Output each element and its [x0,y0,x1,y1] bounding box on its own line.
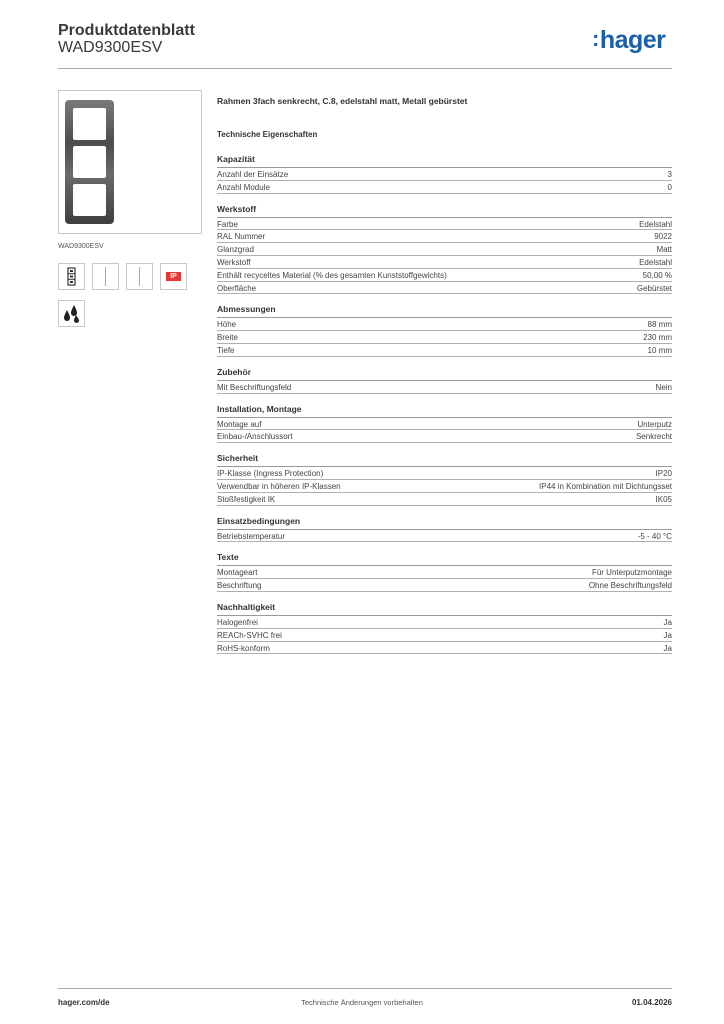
property-label: REACh-SVHC frei [217,630,282,640]
property-label: IP-Klasse (Ingress Protection) [217,469,324,479]
property-value: Nein [655,382,672,392]
ip-badge: IP [166,272,181,281]
property-label: RAL Nummer [217,232,266,242]
property-section [217,552,672,592]
property-label: Montage auf [217,419,262,429]
property-label: RoHS-konform [217,643,270,653]
property-row [217,218,672,231]
property-value: Senkrecht [635,432,672,442]
property-label: Tiefe [217,345,235,355]
property-label: Halogenfrei [217,617,258,627]
property-value: IK05 [655,494,672,504]
property-label: Höhe [217,320,237,330]
property-row [217,381,672,394]
ip-icon [160,263,187,290]
switch-3x-vertical-icon [58,263,85,290]
property-section [217,602,672,654]
section-title: Nachhaltigkeit [217,602,672,616]
property-value: 230 mm [643,333,672,343]
section-title: Abmessungen [217,304,672,318]
property-label: Montageart [217,568,258,578]
tech-properties-heading: Technische Eigenschaften [217,130,318,139]
property-row [217,579,672,592]
section-title: Einsatzbedingungen [217,516,672,530]
frame-opening [73,184,106,216]
property-value: Edelstahl [639,257,672,267]
property-row [217,616,672,629]
property-label: Anzahl der Einsätze [217,170,289,179]
section-title: Werkstoff [217,204,672,218]
section-title: Installation, Montage [217,404,672,418]
property-label: Verwendbar in höheren IP-Klassen [217,481,341,491]
property-value: 0 [667,182,672,192]
frame-icon [126,263,153,290]
property-value: Edelstahl [639,219,672,229]
property-label: Anzahl Module [217,182,270,192]
property-row [217,493,672,506]
footer-website: hager.com/de [58,998,110,1007]
property-value: IP44 in Kombination mit Dichtungsset [539,481,672,491]
property-value: Ohne Beschriftungsfeld [588,581,672,591]
property-row [217,269,672,282]
product-description: Rahmen 3fach senkrecht, C.8, edelstahl matt, Metall gebürstet [217,96,468,106]
section-title: Texte [217,552,672,566]
section-title: Zubehör [217,367,672,381]
property-section [217,404,672,444]
property-value: 10 mm [647,345,672,355]
frame-opening [73,108,106,140]
property-label: Mit Beschriftungsfeld [217,382,292,392]
property-value: IP20 [655,469,672,479]
header-divider [58,68,672,69]
property-row [217,318,672,331]
property-section [217,154,672,194]
property-row [217,467,672,480]
property-sections [217,154,672,654]
property-label: Glanzgrad [217,245,254,255]
product-image [58,90,202,234]
property-value: 50,00 % [642,270,672,280]
page-title: Produktdatenblatt [58,22,195,39]
property-row [217,566,672,579]
footer-disclaimer: Technische Änderungen vorbehalten [301,998,423,1007]
property-section [217,516,672,543]
property-row [217,629,672,642]
property-row [217,243,672,256]
section-title: Kapazität [217,154,672,168]
hager-logo: :hager [592,26,666,54]
property-row [217,418,672,431]
property-label: Enthält recyceltes Material (% des gesamten Kunststoffgewichts) [217,270,447,280]
property-value: Gebürstet [636,283,672,293]
property-row [217,331,672,344]
property-section [217,453,672,505]
footer-date: 01.04.2026 [631,998,672,1007]
property-label: Betriebstemperatur [217,531,286,541]
property-value: 9022 [654,232,672,242]
property-label: Farbe [217,219,238,229]
property-label: Beschriftung [217,581,262,591]
property-value: Für Unterputzmontage [591,568,672,578]
section-title: Sicherheit [217,453,672,467]
property-label: Oberfläche [217,283,257,293]
property-row [217,256,672,269]
frame-3fach-graphic [65,100,114,224]
property-section [217,304,672,356]
property-label: Stoßfestigkeit IK [217,494,276,504]
property-value: 3 [667,170,672,179]
property-row [217,168,672,181]
property-row [217,480,672,493]
property-value: Ja [663,643,672,653]
property-row [217,530,672,543]
property-value: Unterputz [637,419,672,429]
property-row [217,230,672,243]
logo-text: hager [599,26,666,54]
property-row [217,344,672,357]
property-row [217,642,672,655]
property-value: Ja [663,630,672,640]
property-section [217,367,672,394]
property-label: Werkstoff [217,257,251,267]
frame-icon [92,263,119,290]
footer-divider [58,988,672,989]
property-section [217,204,672,295]
property-label: Einbau-/Anschlussort [217,432,293,442]
product-number: WAD9300ESV [58,39,163,56]
property-value: Ja [663,617,672,627]
frame-opening [73,146,106,178]
property-row [217,282,672,295]
property-row [217,181,672,194]
property-value: -5 - 40 °C [637,531,672,541]
property-value: 88 mm [647,320,672,330]
property-label: Breite [217,333,238,343]
property-row [217,430,672,443]
property-value: Matt [656,245,672,255]
feature-icons [58,263,187,290]
data-sheet-content [217,96,672,654]
water-drops-icon [58,300,85,327]
image-caption: WAD9300ESV [58,243,104,250]
